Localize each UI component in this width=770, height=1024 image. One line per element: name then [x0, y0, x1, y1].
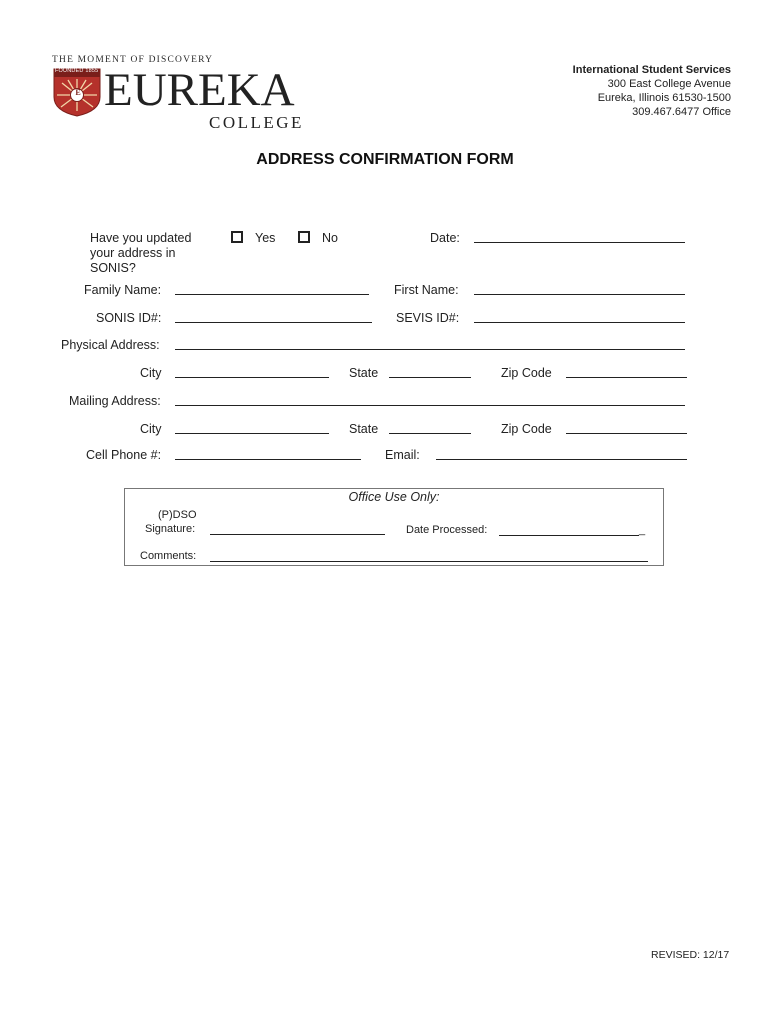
zip-code-field[interactable]: [566, 377, 687, 378]
pdso-label-line-2: Signature:: [145, 523, 196, 535]
date-field[interactable]: [474, 242, 685, 243]
sonis-id-field[interactable]: [175, 322, 372, 323]
mailing-city-field[interactable]: [175, 433, 329, 434]
mailing-zip-code-label: Zip Code: [501, 422, 552, 436]
cell-phone-field[interactable]: [175, 459, 361, 460]
yes-checkbox[interactable]: [231, 231, 243, 243]
crest-founded-text: FOUNDED 1855: [55, 68, 99, 74]
page-title: ADDRESS CONFIRMATION FORM: [256, 151, 514, 168]
mailing-address-label: Mailing Address:: [69, 394, 161, 408]
office-city-line: Eureka, Illinois 61530-1500: [597, 92, 731, 104]
sevis-id-field[interactable]: [474, 322, 685, 323]
crest-letter: E: [75, 88, 81, 97]
date-processed-suffix: _: [639, 524, 646, 536]
state-label: State: [349, 366, 379, 380]
question-line-3: SONIS?: [90, 261, 136, 275]
email-field[interactable]: [436, 459, 687, 460]
email-label: Email:: [385, 448, 420, 462]
office-name: International Student Services: [572, 64, 731, 76]
sevis-id-label: SEVIS ID#:: [396, 311, 460, 325]
state-field[interactable]: [389, 377, 471, 378]
sonis-id-label: SONIS ID#:: [96, 311, 162, 325]
revised-date: REVISED: 12/17: [651, 949, 730, 961]
city-field[interactable]: [175, 377, 329, 378]
office-street: 300 East College Avenue: [607, 78, 731, 90]
question-line-2: your address in: [90, 246, 176, 260]
mailing-zip-code-field[interactable]: [566, 433, 687, 434]
family-name-label: Family Name:: [84, 283, 162, 297]
physical-address-label: Physical Address:: [61, 338, 160, 352]
mailing-city-label: City: [140, 422, 162, 436]
first-name-label: First Name:: [394, 283, 459, 297]
date-label: Date:: [430, 231, 460, 245]
yes-label: Yes: [255, 231, 276, 245]
question-line-1: Have you updated: [90, 231, 192, 245]
date-processed-field[interactable]: [499, 535, 639, 536]
family-name-field[interactable]: [175, 294, 369, 295]
logo-tagline: THE MOMENT OF DISCOVERY: [52, 55, 214, 65]
office-use-heading: Office Use Only:: [348, 490, 440, 504]
mailing-state-field[interactable]: [389, 433, 471, 434]
comments-field[interactable]: [210, 561, 648, 562]
office-phone: 309.467.6477 Office: [632, 106, 731, 118]
city-label: City: [140, 366, 162, 380]
zip-code-label: Zip Code: [501, 366, 552, 380]
cell-phone-label: Cell Phone #:: [86, 448, 162, 462]
no-checkbox[interactable]: [298, 231, 310, 243]
logo-wordmark: EUREKA: [104, 64, 295, 116]
mailing-address-field[interactable]: [175, 405, 685, 406]
first-name-field[interactable]: [474, 294, 685, 295]
mailing-state-label: State: [349, 422, 379, 436]
pdso-signature-field[interactable]: [210, 534, 385, 535]
physical-address-field[interactable]: [175, 349, 685, 350]
no-label: No: [322, 231, 338, 245]
date-processed-label: Date Processed:: [406, 524, 488, 536]
comments-label: Comments:: [140, 550, 197, 562]
logo-subname: COLLEGE: [209, 113, 304, 132]
pdso-label-line-1: (P)DSO: [158, 509, 197, 521]
